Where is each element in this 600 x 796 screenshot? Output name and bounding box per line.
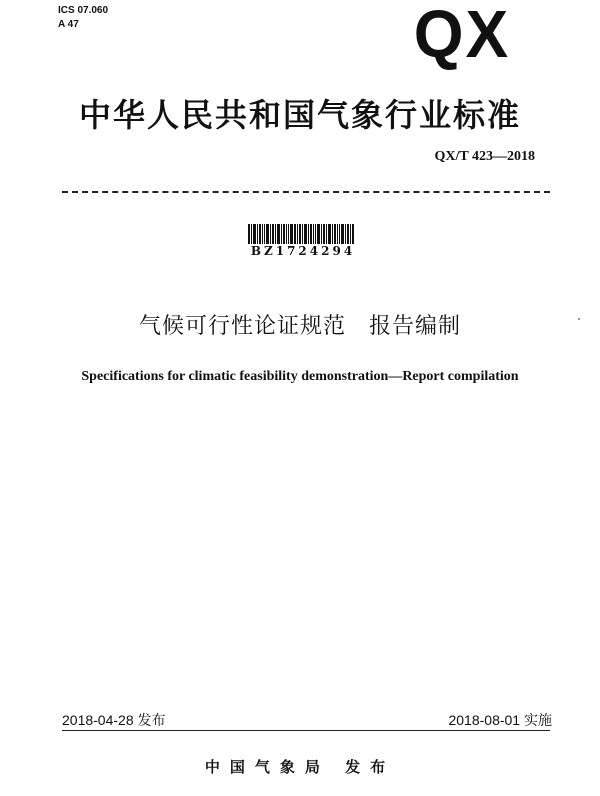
barcode-icon xyxy=(248,224,354,244)
top-divider xyxy=(62,191,550,193)
bottom-divider xyxy=(62,730,550,731)
title-chinese: 气候可行性论证规范 报告编制 xyxy=(138,314,461,339)
ccs-code: A 47 xyxy=(58,19,79,30)
qx-logo: QX xyxy=(413,0,511,72)
scan-speck xyxy=(578,318,580,320)
organization-title: 中华人民共和国气象行业标准 xyxy=(78,96,521,134)
publish-date: 2018-04-28 发布 xyxy=(62,712,166,728)
title-english: Specifications for climatic feasibility demonstration—Report compilation xyxy=(81,369,519,384)
implement-date: 2018-08-01 实施 xyxy=(448,712,552,728)
standard-number: QX/T 423—2018 xyxy=(434,149,535,164)
barcode-number: BZ1724294 xyxy=(250,244,356,258)
ics-code: ICS 07.060 xyxy=(58,5,109,16)
publisher: 中国气象局 发布 xyxy=(204,758,396,776)
classification-codes xyxy=(58,4,108,32)
